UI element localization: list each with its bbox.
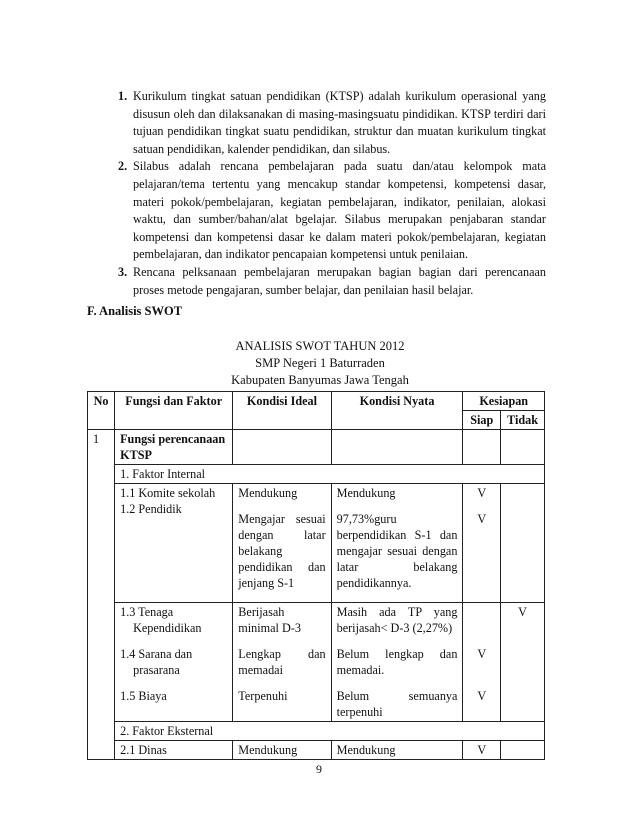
table-row: 1.3 Tenaga Kependidikan 1.4 Sarana dan prasarana 1.5 Biaya Berijasah minimal D-3 Lengkap dan memadai Terpenuhi Masih ada TP yang berijasah< D-3 (2,27%) Belum lengkap dan memadai. Belum semuanya terpenuhi V V V xyxy=(88,603,545,722)
list-number: 1. xyxy=(118,89,128,103)
list-text: Silabus adalah rencana pembelajaran pada suatu dan/atau kelompok mata pelajaran/tema tertentu yang mencakup standar kompetensi, kompetensi dasar, materi pokok/pembelajaran, kegiatan pembelajaran, indikator, penilaian, alokasi waktu, dan sumber/bahan/alat bgelajar. Silabus merupakan penjabaran standar kompetensi dan kompetensi dasar ke dalam materi pokok/pembelajaran, kegiatan pembelajaran, dan indikator pencapaian kompetensi untuk penilaian. xyxy=(133,159,546,262)
list-item xyxy=(96,264,546,299)
internal-factor-label: 1. Faktor Internal xyxy=(115,465,545,484)
header-ideal: Kondisi Ideal xyxy=(233,392,331,430)
header-kesiapan: Kesiapan xyxy=(463,392,545,411)
table-row xyxy=(88,484,545,603)
table-row xyxy=(88,465,545,484)
siap-cell: V V xyxy=(463,484,501,603)
header-siap: Siap xyxy=(463,411,501,430)
numbered-list xyxy=(96,88,546,299)
factor-cell xyxy=(115,484,233,603)
factor-pendidik: 1.2 Pendidik xyxy=(120,502,182,516)
list-text: Rencana pelksanaan pembelajaran merupakan bagian bagian dari perencanaan proses metode pengajaran, sumber belajar, dan penilaian hasil belajar. xyxy=(133,264,546,297)
table-header-row xyxy=(88,392,545,411)
page-number: 9 xyxy=(316,762,322,776)
list-item xyxy=(96,158,546,264)
swot-table xyxy=(87,391,545,760)
header-nyata: Kondisi Nyata xyxy=(331,392,463,430)
header-fungsi: Fungsi dan Faktor xyxy=(115,392,233,430)
external-factor-label: 2. Faktor Eksternal xyxy=(115,722,545,741)
header-no: No xyxy=(88,392,115,430)
section-title: F. Analisis SWOT xyxy=(87,304,183,318)
factor-komite: 1.1 Komite sekolah xyxy=(120,486,216,500)
header-tidak: Tidak xyxy=(501,411,545,430)
list-number: 3. xyxy=(118,264,128,279)
table-row: 2.1 Dinas Mendukung Mendukung V xyxy=(88,741,545,760)
row-number: 1 xyxy=(88,430,115,760)
table-heading-title: ANALISIS SWOT TAHUN 2012 xyxy=(235,339,405,353)
table-heading-region: Kabupaten Banyumas Jawa Tengah xyxy=(231,373,409,387)
list-text: Kurikulum tingkat satuan pendidikan (KTSP) adalah kurikulum operasional yang disusun oleh dan dilaksanakan di masing-masingsuatu pindidikan. KTSP terdiri dari tujuan pendidikan tingkat suatu pendidikan, struktur dan muatan kurikulum tingkat satuan pendidikan, kalender pendidikan, dan silabus. xyxy=(133,89,546,156)
table-heading-school: SMP Negeri 1 Baturraden xyxy=(255,356,385,370)
list-number: 2. xyxy=(118,159,128,174)
factor-tenaga: 1.3 Tenaga Kependidikan 1.4 Sarana dan prasarana 1.5 Biaya xyxy=(115,603,233,722)
nyata-cell: Mendukung 97,73%guru berpendidikan S-1 dan mengajar sesuai dengan latar belakang pendidikannya. xyxy=(331,484,463,603)
tidak-cell xyxy=(501,484,545,603)
ideal-cell: Mendukung Mengajar sesuai dengan latar belakang pendidikan dan jenjang S-1 xyxy=(233,484,331,603)
list-item xyxy=(96,88,546,158)
table-row xyxy=(88,722,545,741)
group-title: Fungsi perencanaan KTSP xyxy=(115,430,233,465)
table-row xyxy=(88,430,545,465)
